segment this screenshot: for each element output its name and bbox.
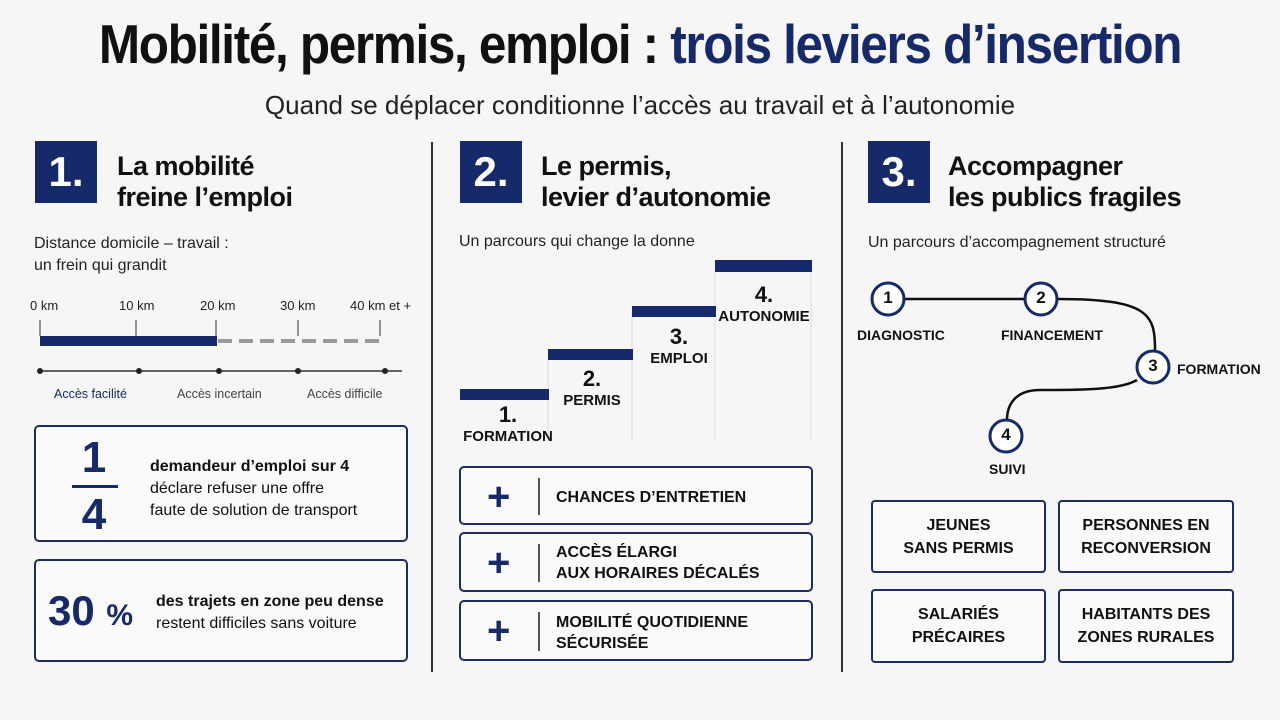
pathway-label-formation: FORMATION bbox=[1177, 361, 1261, 377]
page-title bbox=[64, 12, 1216, 76]
group-line: PRÉCAIRES bbox=[911, 629, 1006, 646]
step-label: PERMIS bbox=[563, 392, 621, 409]
section-title bbox=[948, 151, 1181, 213]
segment-dot bbox=[37, 368, 43, 374]
benefit-text-line: MOBILITÉ QUOTIDIENNE bbox=[556, 614, 748, 631]
stat-percentage bbox=[48, 587, 133, 635]
section-title bbox=[117, 151, 293, 213]
stat-text-line: faute de solution de transport bbox=[150, 502, 358, 519]
stair-step bbox=[548, 349, 633, 360]
km-label: 20 km bbox=[200, 298, 236, 313]
distance-heading bbox=[34, 233, 229, 277]
step-label: FORMATION bbox=[463, 428, 553, 445]
column-divider bbox=[431, 142, 433, 672]
group-line: PERSONNES EN bbox=[1082, 516, 1210, 534]
section-title-line: levier d’autonomie bbox=[541, 182, 771, 212]
target-group-card bbox=[871, 500, 1046, 573]
benefit-text bbox=[556, 487, 746, 508]
facilitated-distance-bar bbox=[40, 336, 217, 346]
benefit-text bbox=[556, 542, 760, 584]
plus-icon: + bbox=[487, 609, 511, 653]
fraction-numerator: 1 bbox=[81, 433, 107, 482]
pathway-node-number: 3 bbox=[1148, 356, 1158, 375]
column-divider bbox=[841, 142, 843, 672]
step-number: 3. bbox=[669, 324, 689, 349]
step-formation bbox=[462, 402, 554, 445]
km-label: 0 km bbox=[30, 298, 59, 313]
distance-heading-line: Distance domicile – travail : bbox=[34, 235, 229, 252]
stair-step bbox=[460, 389, 549, 400]
stat-unit: % bbox=[106, 599, 134, 632]
pathway-label-diagnostic: DIAGNOSTIC bbox=[857, 327, 945, 343]
segment-dot bbox=[136, 368, 142, 374]
step-label: AUTONOMIE bbox=[718, 308, 810, 325]
benefit-card bbox=[459, 532, 813, 592]
fraction-bar bbox=[72, 485, 118, 488]
section-number-badge: 3. bbox=[868, 141, 930, 203]
section-title-line: Accompagner bbox=[948, 151, 1123, 181]
group-line: HABITANTS DES bbox=[1081, 606, 1211, 623]
benefit-card bbox=[459, 600, 813, 661]
plus-icon: + bbox=[487, 475, 511, 519]
benefit-text-line: SÉCURISÉE bbox=[556, 635, 649, 652]
stair-step bbox=[632, 306, 716, 317]
section-number-badge: 2. bbox=[460, 141, 522, 203]
section-title-line: les publics fragiles bbox=[948, 182, 1182, 212]
target-group-card bbox=[1058, 500, 1234, 573]
target-group-card bbox=[871, 589, 1046, 663]
group-line: SALARIÉS bbox=[918, 606, 999, 623]
segment-label-difficult: Accès difficile bbox=[307, 387, 383, 401]
target-group-card bbox=[1058, 589, 1234, 663]
step-label: EMPLOI bbox=[650, 350, 708, 367]
benefit-card bbox=[459, 466, 813, 525]
group-line: ZONES RURALES bbox=[1077, 629, 1215, 646]
stat-value: 30 bbox=[48, 587, 95, 634]
benefit-text bbox=[556, 612, 748, 654]
stair-step bbox=[715, 260, 812, 272]
benefit-text-line: AUX HORAIRES DÉCALÉS bbox=[556, 565, 760, 582]
pathway-node-number: 1 bbox=[883, 288, 893, 307]
step-number: 4. bbox=[754, 282, 774, 307]
step-number: 1. bbox=[498, 402, 518, 427]
pathway-line bbox=[1007, 380, 1137, 420]
km-label: 40 km et + bbox=[350, 298, 412, 313]
stat-text bbox=[150, 456, 357, 522]
title-part-2: trois leviers d’insertion bbox=[670, 13, 1182, 75]
group-line: SANS PERMIS bbox=[903, 539, 1014, 557]
segment-dot bbox=[295, 368, 301, 374]
group-line: RECONVERSION bbox=[1081, 539, 1211, 557]
segment-label-easy: Accès facilité bbox=[54, 387, 127, 401]
staircase-intro: Un parcours qui change la donne bbox=[459, 233, 695, 250]
pathway-label-suivi: SUIVI bbox=[989, 461, 1026, 477]
benefit-text-line: ACCÈS ÉLARGI bbox=[556, 544, 677, 561]
page-subtitle: Quand se déplacer conditionne l’accès au travail et à l’autonomie bbox=[264, 90, 1016, 120]
stat-card-refusal bbox=[34, 425, 408, 542]
section-title-line: freine l’emploi bbox=[117, 182, 293, 212]
section-title-line: La mobilité bbox=[117, 151, 255, 181]
stat-text-line: demandeur d’emploi sur 4 bbox=[150, 458, 350, 475]
benefit-text-line: CHANCES D’ENTRETIEN bbox=[556, 489, 747, 506]
section-title-line: Le permis, bbox=[541, 151, 672, 181]
group-line: JEUNES bbox=[926, 516, 991, 534]
pathway-label-financement: FINANCEMENT bbox=[1001, 327, 1103, 343]
pathway-intro: Un parcours d’accompagnement structuré bbox=[868, 234, 1166, 251]
step-emploi bbox=[632, 324, 726, 367]
benefit-separator bbox=[538, 544, 540, 582]
distance-heading-line: un frein qui grandit bbox=[34, 257, 167, 274]
step-autonomie bbox=[716, 282, 812, 325]
segment-dot bbox=[382, 368, 388, 374]
step-number: 2. bbox=[582, 366, 602, 391]
stat-text-line: déclare refuser une offre bbox=[150, 480, 325, 497]
stat-text-line: restent difficiles sans voiture bbox=[156, 615, 357, 632]
stat-text bbox=[156, 591, 384, 635]
km-label: 10 km bbox=[119, 298, 155, 313]
segment-label-uncertain: Accès incertain bbox=[177, 387, 262, 401]
distance-scale bbox=[30, 318, 410, 380]
title-part-1: Mobilité, permis, emploi : bbox=[98, 13, 658, 75]
plus-icon: + bbox=[487, 541, 511, 585]
segment-dot bbox=[216, 368, 222, 374]
section-title bbox=[541, 151, 771, 213]
pathway-node-number: 2 bbox=[1036, 288, 1046, 307]
step-permis bbox=[548, 366, 636, 409]
section-number-badge: 1. bbox=[35, 141, 97, 203]
km-label: 30 km bbox=[280, 298, 316, 313]
stat-text-line: des trajets en zone peu dense bbox=[156, 593, 384, 610]
pathway-node-number: 4 bbox=[1001, 425, 1011, 444]
benefit-separator bbox=[538, 478, 540, 515]
fraction-denominator: 4 bbox=[81, 490, 107, 539]
benefit-separator bbox=[538, 612, 540, 651]
stat-card-rural bbox=[34, 559, 408, 662]
